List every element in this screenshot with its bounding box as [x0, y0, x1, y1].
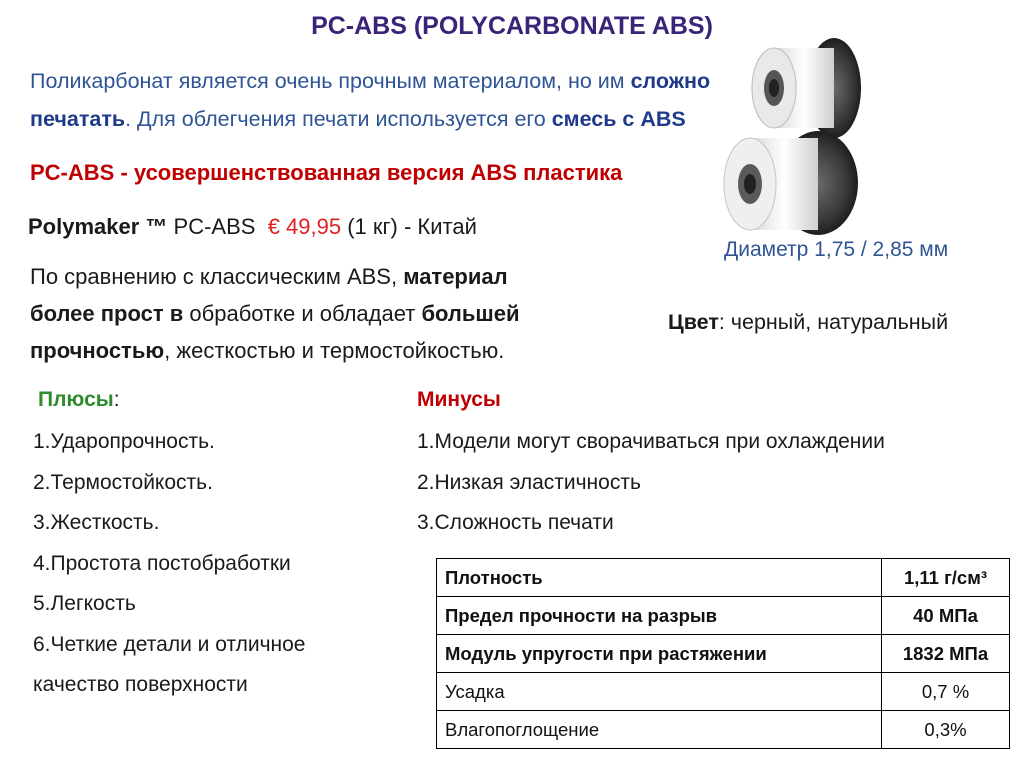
properties-table	[436, 558, 1010, 749]
comparison-part-2: обработке и обладает	[183, 301, 422, 326]
cons-item: 1.Модели могут сворачиваться при охлаждении	[417, 430, 885, 453]
comparison-bold-4: прочностью	[30, 338, 165, 363]
pros-item: 3.Жесткость.	[33, 511, 160, 534]
property-value: 40 МПа	[882, 597, 1010, 635]
intro-part-1: Поликарбонат является очень прочным материалом, но им	[30, 69, 631, 93]
table-row	[437, 673, 1010, 711]
property-value: 1,11 г/см³	[882, 559, 1010, 597]
cons-list	[417, 422, 885, 544]
subheading: PC-ABS - усовершенствованная версия ABS пластика	[30, 160, 623, 185]
property-value: 0,7 %	[882, 673, 1010, 711]
table-row	[437, 597, 1010, 635]
intro-bold-hard: сложно	[630, 69, 711, 93]
property-name: Плотность	[437, 559, 882, 597]
table-row	[437, 559, 1010, 597]
property-value: 1832 МПа	[882, 635, 1010, 673]
pros-item: 5.Легкость	[33, 592, 136, 615]
intro-part-2: . Для облегчения печати используется его	[125, 107, 552, 131]
product-name: PC-ABS	[173, 214, 256, 239]
slide-title: PC-ABS (POLYCARBONATE ABS)	[311, 12, 713, 40]
comparison-bold-1: материал	[403, 264, 508, 289]
color-text	[668, 310, 948, 335]
property-name: Предел прочности на разрыв	[437, 597, 882, 635]
pros-item: качество поверхности	[33, 673, 248, 696]
property-name: Влагопоглощение	[437, 711, 882, 749]
table-row	[437, 711, 1010, 749]
table-row	[437, 635, 1010, 673]
pros-item: 2.Термостойкость.	[33, 470, 213, 494]
cons-item: 3.Сложность печати	[417, 511, 614, 534]
intro-bold-mix: смесь с ABS	[551, 107, 686, 131]
product-line	[28, 214, 477, 240]
color-label: Цвет	[668, 310, 719, 334]
comparison-bold-2: более прост в	[30, 301, 184, 326]
pros-item: 4.Простота постобработки	[33, 551, 291, 575]
property-name: Модуль упругости при растяжении	[437, 635, 882, 673]
pros-item: 1.Ударопрочность.	[33, 430, 215, 453]
pros-heading-label: Плюсы	[38, 388, 114, 411]
intro-text	[30, 62, 710, 138]
comparison-part-3: , жесткостью и термостойкостью.	[164, 338, 505, 363]
product-brand: Polymaker ™	[28, 214, 168, 239]
comparison-text	[30, 258, 520, 369]
intro-bold-print: печатать	[30, 107, 126, 131]
pros-item: 6.Четкие детали и отличное	[33, 632, 306, 656]
pros-heading-colon: :	[113, 388, 120, 411]
pros-heading	[38, 388, 120, 412]
comparison-bold-3: большей	[421, 301, 520, 326]
product-price: € 49,95	[267, 214, 342, 239]
diameter-text: Диаметр 1,75 / 2,85 мм	[724, 238, 949, 261]
property-name: Усадка	[437, 673, 882, 711]
comparison-part-1: По сравнению с классическим ABS,	[30, 264, 404, 289]
cons-item: 2.Низкая эластичность	[417, 470, 641, 494]
product-details: (1 кг) - Китай	[347, 214, 477, 239]
cons-heading: Минусы	[417, 388, 501, 411]
color-value: : черный, натуральный	[718, 310, 949, 334]
pros-list	[33, 422, 305, 706]
filament-spool-icon	[722, 28, 862, 238]
property-value: 0,3%	[882, 711, 1010, 749]
